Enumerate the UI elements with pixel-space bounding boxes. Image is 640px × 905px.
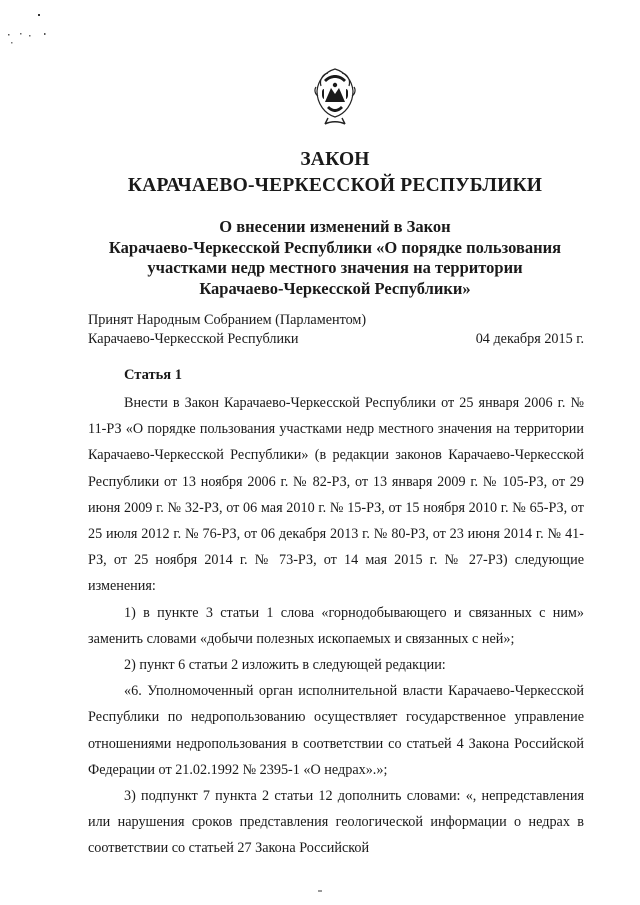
coat-of-arms-emblem-icon: [311, 66, 359, 126]
law-title: [80, 147, 590, 199]
title-line-2: КАРАЧАЕВО-ЧЕРКЕССКОЙ РЕСПУБЛИКИ: [127, 175, 543, 196]
paragraph-item-3: 3) подпункт 7 пункта 2 статьи 12 дополнить словами: «, непредставления или нарушения сроков представления геологической информации о недрах в соответствии со статьей 27 Закона Российской: [88, 788, 584, 857]
adoption-info: [88, 311, 584, 349]
law-subtitle: [80, 217, 590, 299]
paragraph-intro: Внести в Закон Карачаево-Черкесской Республики от 25 января 2006 г. № 11-РЗ «О порядке пользования участками недр местного значения на территории Карачаево-Черкесской Республики» (в редакции законов Карачаево-Черкесской Республики от 13 ноября 2006 г. № 82-РЗ, от 13 января 2009 г. № 105-РЗ, от 29 июня 2009 г. № 32-РЗ, от 06 мая 2010 г. № 15-РЗ, от 15 ноября 2010 г. № 65-РЗ, от 25 июля 2012 г. № 76-РЗ, от 06 декабря 2013 г. № 80-РЗ, от 23 июня 2014 г. № 41-РЗ, от 25 ноября 2014 г. № 73-РЗ, от 14 мая 2015 г. № 27-РЗ) следующие изменения:: [88, 395, 584, 595]
article-heading: Статья 1: [124, 367, 182, 383]
adoption-date: 04 декабря 2015 г.: [475, 331, 584, 347]
article-body: [88, 390, 584, 862]
title-line-1: ЗАКОН: [300, 149, 370, 170]
adopted-row: [88, 330, 584, 349]
paragraph-item-6-text: «6. Уполномоченный орган исполнительной власти Карачаево-Черкесской Республики по недропользованию осуществляет государственное управление отношениями недропользования в соответствии со статьей 4 Закона Российской Федерации от 21.02.1992 № 2395-1 «О недрах».»;: [88, 683, 584, 778]
scan-specks: [0, 0, 60, 50]
paragraph-item-2: 2) пункт 6 статьи 2 изложить в следующей редакции:: [124, 657, 446, 674]
scan-mark: [318, 890, 322, 892]
paragraph-item-1: 1) в пункте 3 статьи 1 слова «горнодобывающего и связанных с ним» заменить словами «добычи полезных ископаемых и связанных с ней»;: [88, 604, 584, 647]
subtitle-line-2: Карачаево-Черкесской Республики «О порядке пользования: [108, 237, 562, 257]
adopted-line-2: Карачаево-Черкесской Республики: [88, 331, 299, 347]
subtitle-line-1: О внесении изменений в Закон: [219, 217, 451, 236]
adopted-line-1: Принят Народным Собранием (Парламентом): [88, 312, 367, 328]
subtitle-line-4: Карачаево-Черкесской Республики»: [199, 278, 471, 298]
subtitle-line-3: участками недр местного значения на территории: [147, 258, 523, 277]
